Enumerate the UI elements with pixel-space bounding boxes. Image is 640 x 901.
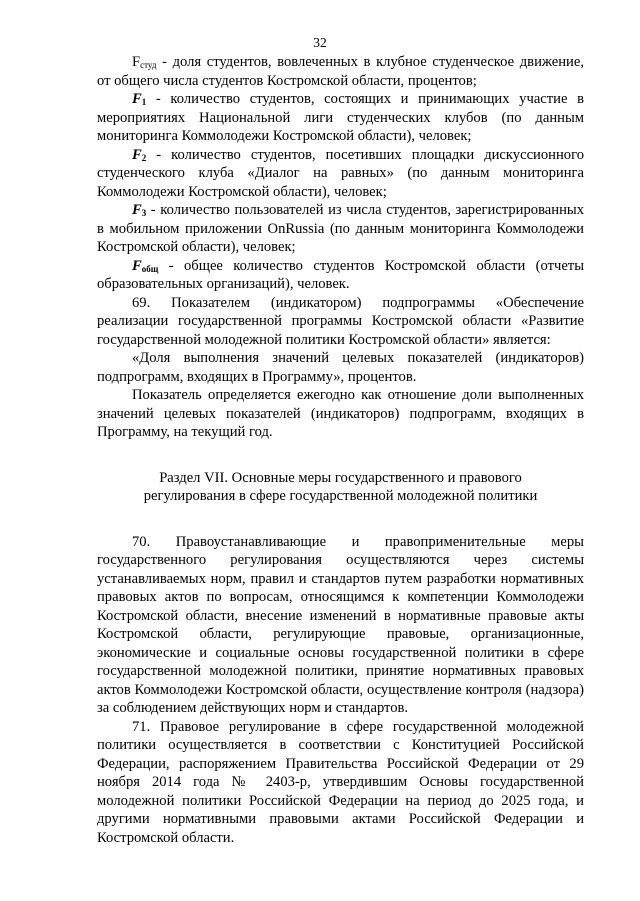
var-f3: $F_3$ xyxy=(132,202,147,218)
section-heading-line-1: Раздел VII. Основные меры государственного и правового xyxy=(159,469,522,486)
def-f-total: $F_{общ}$ - общее количество студентов Костромской области (отчеты образовательных организаций), человек. xyxy=(97,257,584,292)
var-f1: $F_1$ xyxy=(132,91,147,107)
section-heading xyxy=(97,469,584,506)
def-f1: $F_1$ - количество студентов, состоящих и принимающих участие в мероприятиях Национальной лиги студенческих клубов (по данным мониторинга Коммолодежи Костромской области), человек; xyxy=(97,91,584,144)
def-f-stud: $F_{студ}$ - доля студентов, вовлеченных в клубное студенческое движение, от общего числа студентов Костромской области, процентов; xyxy=(97,54,584,89)
var-f-stud: $F_{студ}$ xyxy=(132,54,157,70)
def-f2: $F_2$ - количество студентов, посетивших площадки дискуссионного студенческого клуба «Диалог на равных» (по данным мониторинга Коммолодежи Костромской области), человек; xyxy=(97,146,584,200)
paragraph-69: 69. Показателем (индикатором) подпрограммы «Обеспечение реализации государственной программы Костромской области «Развитие государственной молодежной политики Костромской области» является: xyxy=(97,294,584,348)
paragraph-69-quote: «Доля выполнения значений целевых показателей (индикаторов) подпрограмм, входящих в Программу», процентов. xyxy=(97,350,584,385)
def-f3: $F_3$ - количество пользователей из числа студентов, зарегистрированных в мобильном приложении OnRussia (по данным мониторинга Коммолодежи Костромской области), человек; xyxy=(97,202,584,255)
var-f2: $F_2$ xyxy=(132,146,147,163)
page-body xyxy=(97,53,584,847)
paragraph-71: 71. Правовое регулирование в сфере государственной молодежной политики осуществляется в соответствии с Конституцией Российской Федерации, распоряжением Правительства Российской Федерации от 29 ноября 2014 года № 2403-р, утвердившим Основы государственной молодежной политики Российской Федерации на период до 2025 года, и другими нормативными правовыми актами Российской Федерации и Костромской области. xyxy=(97,718,584,846)
page-number: 32 xyxy=(313,35,327,50)
paragraph-69-calc: Показатель определяется ежегодно как отношение доли выполненных значений целевых показателей (индикаторов) подпрограмм, входящих в Программу, на текущий год. xyxy=(97,387,584,440)
section-heading-line-2: регулирования в сфере государственной молодежной политики xyxy=(143,488,538,504)
paragraph-70: 70. Правоустанавливающие и правоприменительные меры государственного регулирования осуществляются через системы устанавливаемых норм, правил и стандартов путем разработки нормативных правовых актов по вопросам, относящимся к компетенции Коммолодежи Костромской области, внесение изменений в нормативные правовые акты Костромской области, регулирующие правовые, организационные, экономические и социальные основы государственной политики в сфере государственной молодежной политики, принятие нормативных правовых актов Коммолодежи Костромской области, осуществление контроля (надзора) за соблюдением действующих норм и стандартов. xyxy=(97,533,584,716)
var-f-total: $F_{общ}$ xyxy=(132,257,159,274)
